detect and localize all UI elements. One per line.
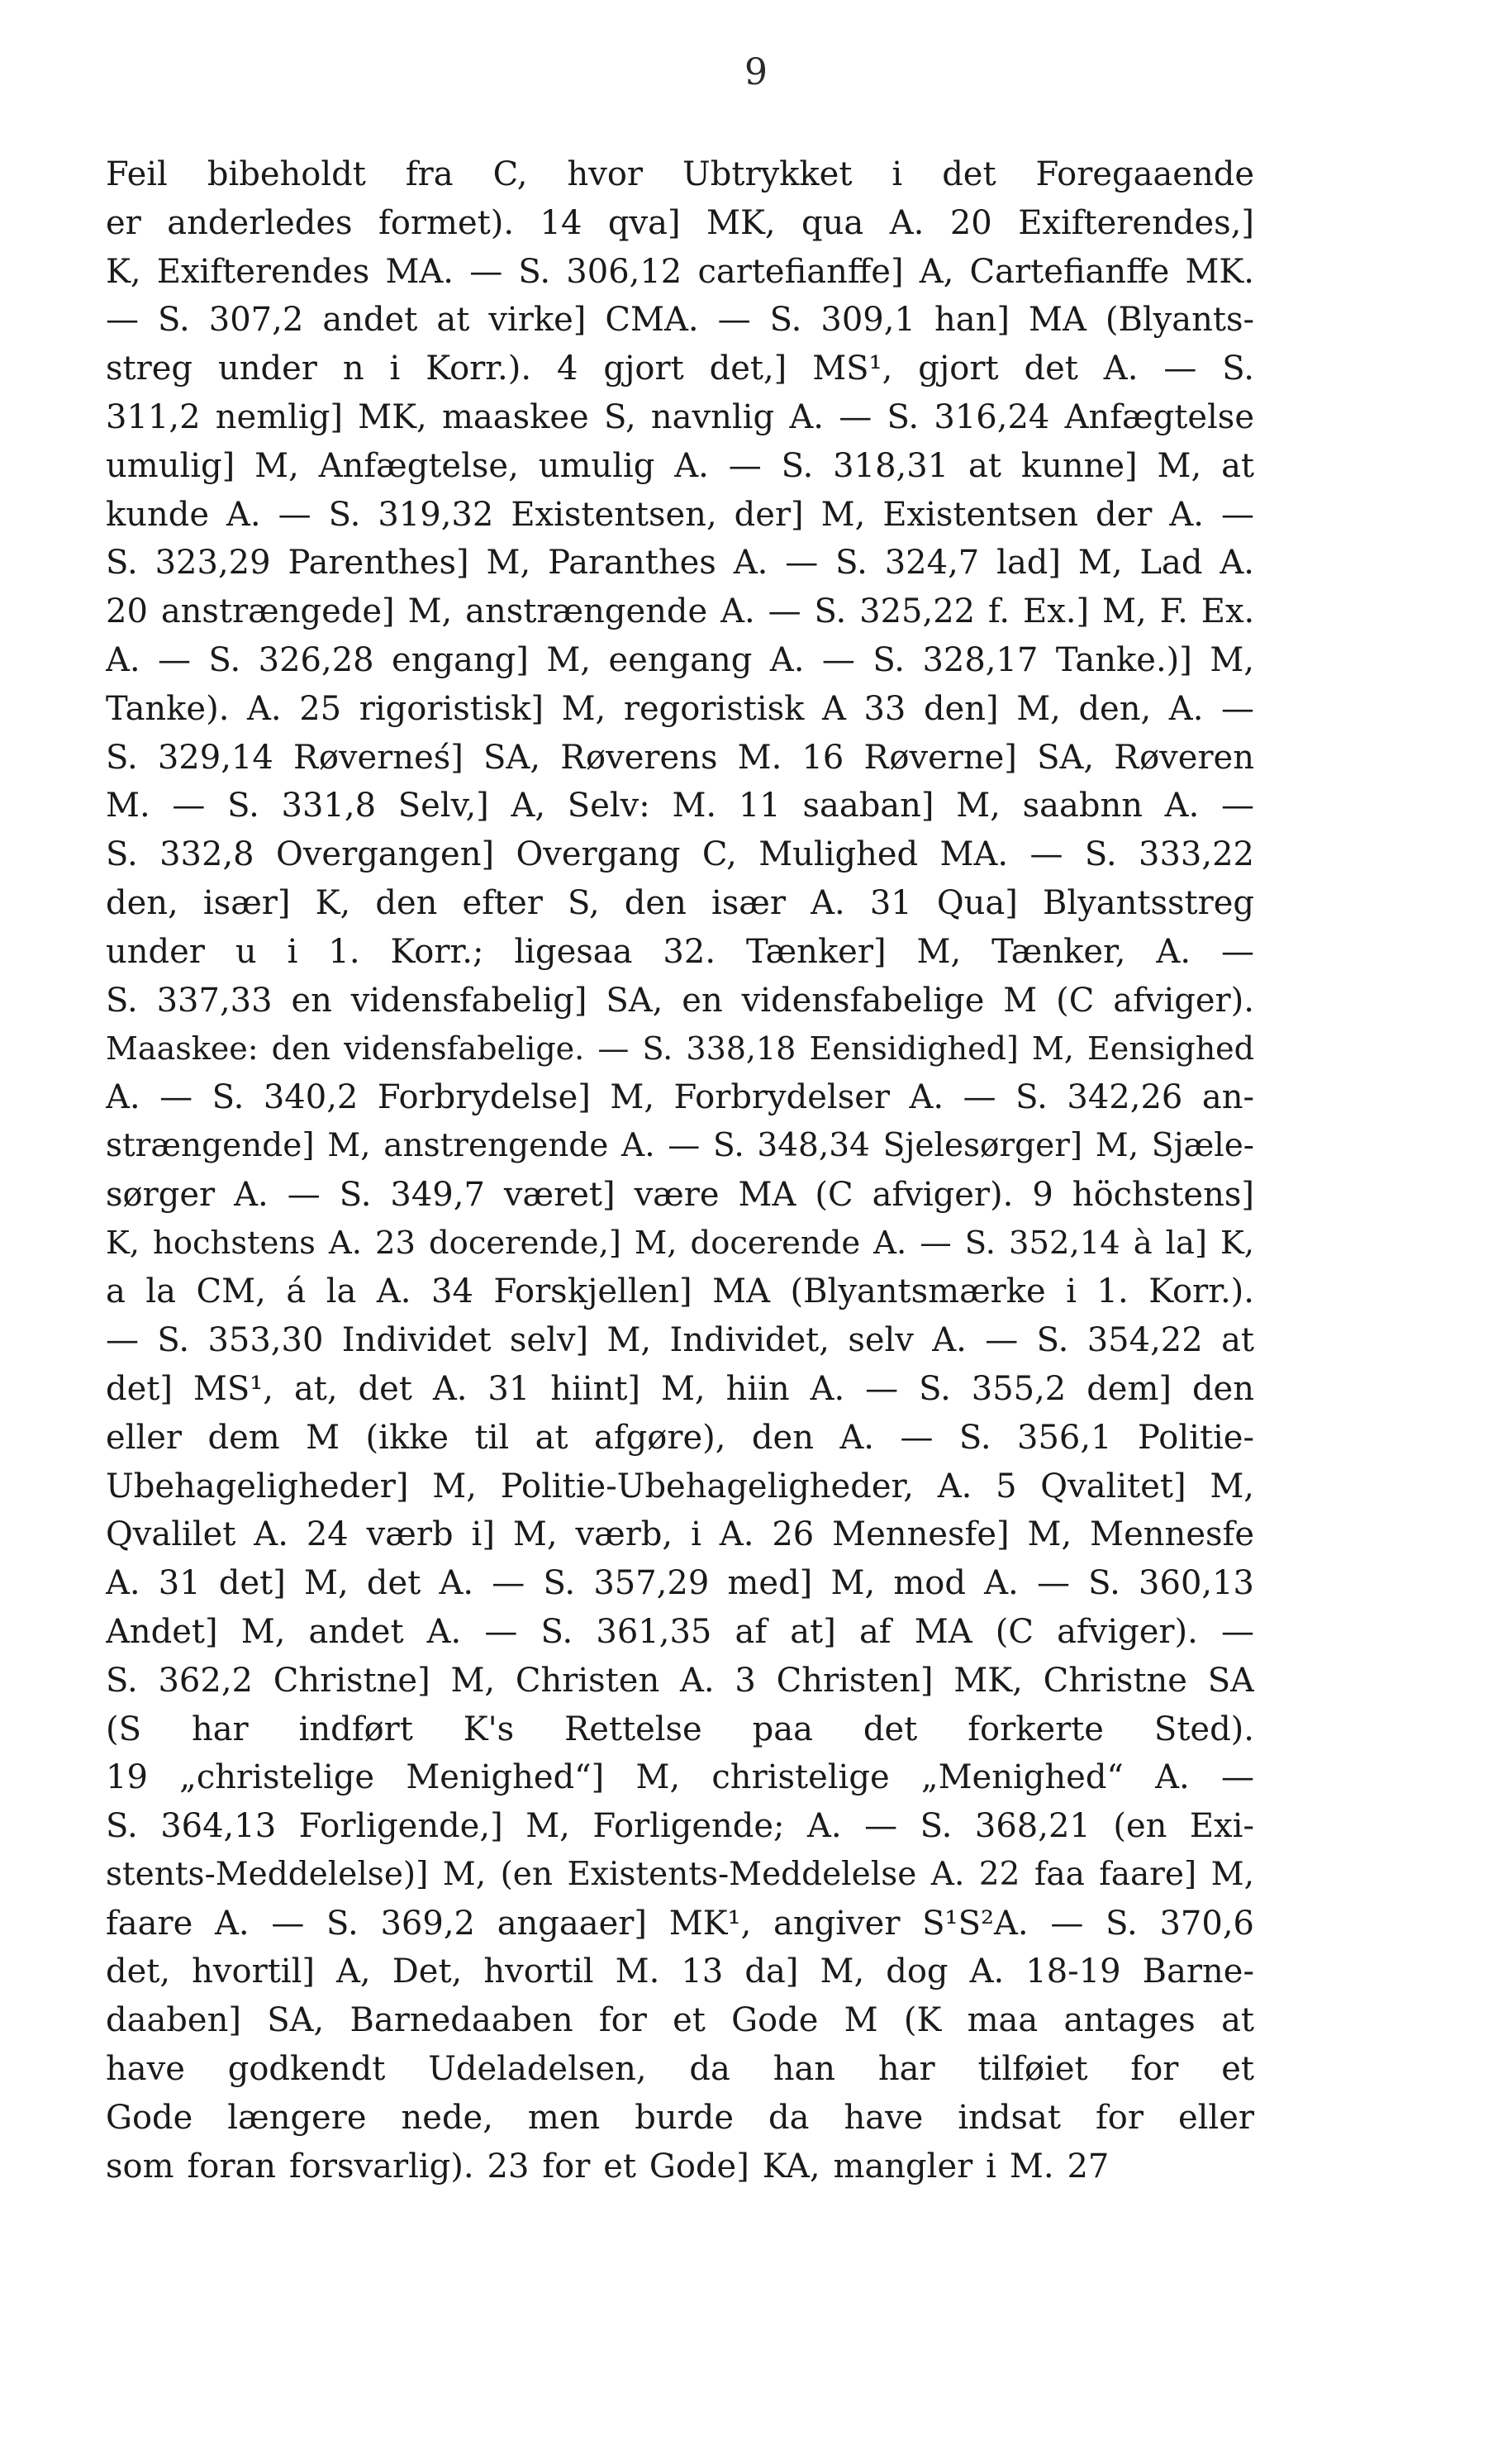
text-line: som foran forsvarlig). 23 for et Gode] KA, mangler i M. 27 xyxy=(106,2147,1110,2186)
text-line: — S. 307,2 andet at virke] CMA. — S. 309,1 han] MA (Blyants- xyxy=(106,301,1254,340)
text-line: S. 323,29 Parenthes] M, Paranthes A. — S. 324,7 lad] M, Lad A. xyxy=(106,544,1254,583)
text-line: Gode længere nede, men burde da have indsat for eller xyxy=(106,2098,1254,2137)
text-line: S. 332,8 Overgangen] Overgang C, Mulighed MA. — S. 333,22 xyxy=(106,835,1254,874)
text-line: daaben] SA, Barnedaaben for et Gode M (K maa antages at xyxy=(106,2001,1254,2040)
text-line: M. — S. 331,8 Selv,] A, Selv: M. 11 saaban] M, saabnn A. — xyxy=(106,787,1254,825)
text-line: 311,2 nemlig] MK, maaskee S, navnlig A. — S. 316,24 Anfægtelse xyxy=(106,397,1254,436)
text-line: A. — S. 326,28 engang] M, eengang A. — S. 328,17 Tanke.)] M, xyxy=(106,640,1254,679)
text-line: eller dem M (ikke til at afgøre), den A. — S. 356,1 Politie- xyxy=(106,1418,1254,1457)
text-line: Andet] M, andet A. — S. 361,35 af at] af MA (C afviger). — xyxy=(106,1612,1254,1651)
text-line: K, hochstens A. 23 docerende,] M, docerende A. — S. 352,14 à la] K, xyxy=(106,1224,1254,1262)
text-line: Tanke). A. 25 rigoristisk] M, regoristisk A 33 den] M, den, A. — xyxy=(106,689,1254,728)
text-line: A. — S. 340,2 Forbrydelse] M, Forbrydelser A. — S. 342,26 an- xyxy=(106,1078,1254,1117)
text-line: S. 329,14 Røverneś] SA, Røverens M. 16 Røverne] SA, Røveren xyxy=(106,738,1254,777)
text-line: den, især] K, den efter S, den især A. 31 Qua] Blyantsstreg xyxy=(106,883,1254,922)
text-line: er anderledes formet). 14 qva] MK, qua A. 20 Exifterendes,] xyxy=(106,203,1254,242)
text-line: under u i 1. Korr.; ligesaa 32. Tænker] M, Tænker, A. — xyxy=(106,932,1254,971)
text-line: strængende] M, anstrengende A. — S. 348,34 Sjelesørger] M, Sjæle- xyxy=(106,1126,1254,1164)
text-line: (S har indført K's Rettelse paa det forkerte Sted). xyxy=(106,1710,1254,1748)
text-line: S. 337,33 en vidensfabelig] SA, en vidensfabelige M (C afviger). xyxy=(106,981,1254,1020)
text-line: 19 „christelige Menighed“] M, christelige „Menighed“ A. — xyxy=(106,1758,1254,1797)
text-line: a la CM, á la A. 34 Forskjellen] MA (Blyantsmærke i 1. Korr.). xyxy=(106,1272,1254,1311)
text-line: faare A. — S. 369,2 angaaer] MK¹, angiver S¹S²A. — S. 370,6 xyxy=(106,1904,1254,1943)
text-line: sørger A. — S. 349,7 været] være MA (C afviger). 9 höchstens] xyxy=(106,1175,1254,1214)
text-line: Maaskee: den vidensfabelige. — S. 338,18 Eensidighed] M, Eensighed xyxy=(106,1030,1254,1068)
text-line: kunde A. — S. 319,32 Existentsen, der] M, Existentsen der A. — xyxy=(106,495,1254,534)
text-line: umulig] M, Anfægtelse, umulig A. — S. 318,31 at kunne] M, at xyxy=(106,446,1254,485)
text-line: Ubehageligheder] M, Politie-Ubehageligheder, A. 5 Qvalitet] M, xyxy=(106,1467,1254,1505)
text-line: streg under n i Korr.). 4 gjort det,] MS¹, gjort det A. — S. xyxy=(106,350,1254,388)
text-line: det] MS¹, at, det A. 31 hiint] M, hiin A. — S. 355,2 dem] den xyxy=(106,1369,1254,1408)
text-line: Feil bibeholdt fra C, hvor Ubtrykket i det Foregaaende xyxy=(106,155,1254,193)
text-line: A. 31 det] M, det A. — S. 357,29 med] M, mod A. — S. 360,13 xyxy=(106,1564,1254,1603)
text-line: S. 362,2 Christne] M, Christen A. 3 Christen] MK, Christne SA xyxy=(106,1661,1254,1700)
page-number: 9 xyxy=(744,51,768,93)
text-line: K, Exifterendes MA. — S. 306,12 cartefianffe] A, Cartefianffe MK. xyxy=(106,252,1254,291)
text-line: 20 anstrængede] M, anstrængende A. — S. 325,22 f. Ex.] M, F. Ex. xyxy=(106,592,1254,631)
text-line: det, hvortil] A, Det, hvortil M. 13 da] M, dog A. 18-19 Barne- xyxy=(106,1952,1254,1991)
text-line: have godkendt Udeladelsen, da han har tilføiet for et xyxy=(106,2050,1254,2089)
text-line: stents-Meddelelse)] M, (en Existents-Meddelelse A. 22 faa faare] M, xyxy=(106,1855,1254,1893)
text-line: S. 364,13 Forligende,] M, Forligende; A. — S. 368,21 (en Exi- xyxy=(106,1807,1254,1846)
text-line: Qvalilet A. 24 værb i] M, værb, i A. 26 Mennesfe] M, Mennesfe xyxy=(106,1515,1254,1554)
text-line: — S. 353,30 Individet selv] M, Individet, selv A. — S. 354,22 at xyxy=(106,1321,1254,1360)
critical-apparatus-text xyxy=(106,150,1254,2190)
